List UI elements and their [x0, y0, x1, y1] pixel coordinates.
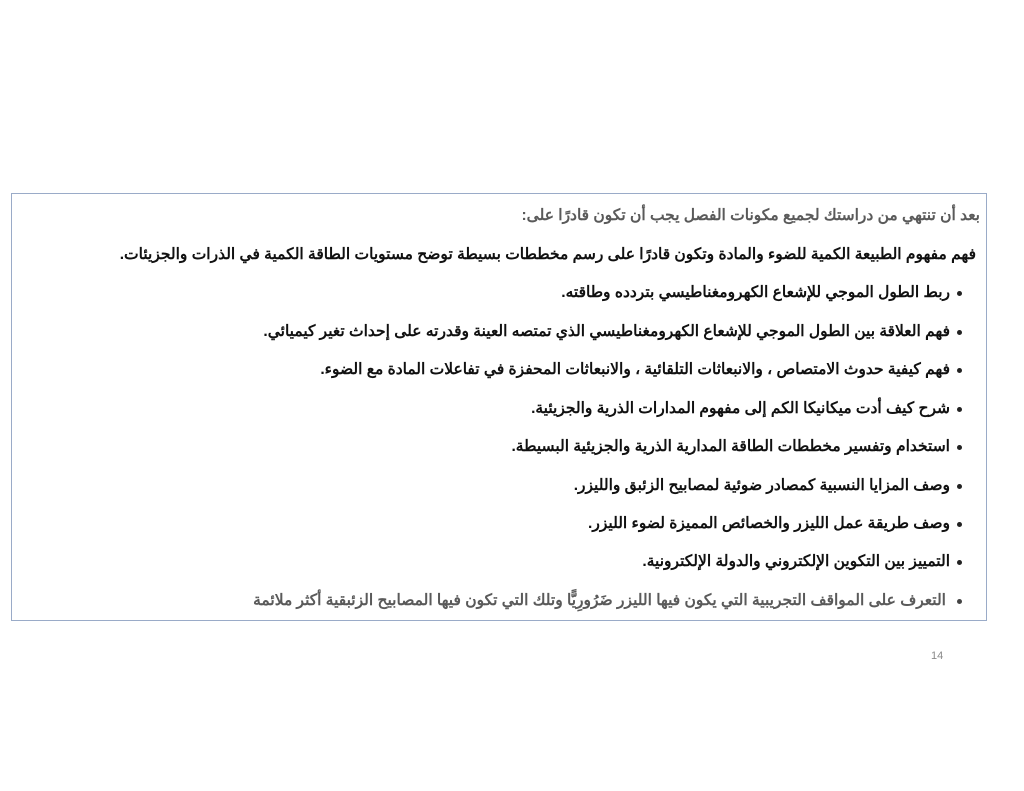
intro-text: بعد أن تنتهي من دراستك لجميع مكونات الفصل يجب أن تكون قادرًا على: — [521, 207, 980, 224]
bullet-icon — [957, 484, 962, 489]
list-item — [16, 591, 986, 611]
list-item — [16, 437, 986, 457]
page-number: 14 — [931, 650, 944, 662]
list-item-text: وصف المزايا النسبية كمصادر ضوئية لمصابيح الزئبق والليزر. — [573, 477, 950, 494]
list-item-text: شرح كيف أدت ميكانيكا الكم إلى مفهوم المدارات الذرية والجزيئية. — [531, 400, 950, 417]
list-item — [16, 283, 986, 303]
bullet-icon — [957, 407, 962, 412]
list-item-text: استخدام وتفسير مخططات الطاقة المدارية الذرية والجزيئية البسيطة. — [511, 438, 950, 455]
list-item — [16, 476, 986, 496]
bullet-icon — [957, 560, 962, 565]
list-item — [16, 322, 986, 342]
bullet-icon — [957, 599, 962, 604]
list-item — [16, 514, 986, 534]
list-item — [16, 552, 986, 572]
list-item-text: التعرف على المواقف التجريبية التي يكون فيها الليزر ضَرُورِيًّا وتلك التي تكون فيها المصابيح الزئبقية أكثر ملائمة — [253, 592, 946, 609]
bullet-icon — [957, 368, 962, 373]
list-item-text: فهم كيفية حدوث الامتصاص ، والانبعاثات التلقائية ، والانبعاثات المحفزة في تفاعلات المادة مع الضوء. — [320, 361, 950, 378]
bullet-icon — [957, 291, 962, 296]
list-item-text: فهم العلاقة بين الطول الموجي للإشعاع الكهرومغناطيسي الذي تمتصه العينة وقدرته على إحداث تغير كيميائي. — [263, 323, 950, 340]
bullet-icon — [957, 522, 962, 527]
learning-objectives-box — [11, 193, 987, 621]
list-item-text: التمييز بين التكوين الإلكتروني والدولة الإلكترونية. — [642, 553, 950, 570]
bullet-icon — [957, 330, 962, 335]
list-item-text: وصف طريقة عمل الليزر والخصائص المميزة لضوء الليزر. — [588, 515, 950, 532]
list-item-text: ربط الطول الموجي للإشعاع الكهرومغناطيسي بتردده وطاقته. — [561, 284, 950, 301]
list-item — [16, 399, 986, 419]
main-objective-text: فهم مفهوم الطبيعة الكمية للضوء والمادة وتكون قادرًا على رسم مخططات بسيطة توضح مستويات الطاقة الكمية في الذرات والجزيئات. — [119, 246, 976, 263]
list-item — [16, 360, 986, 380]
bullet-icon — [957, 445, 962, 450]
